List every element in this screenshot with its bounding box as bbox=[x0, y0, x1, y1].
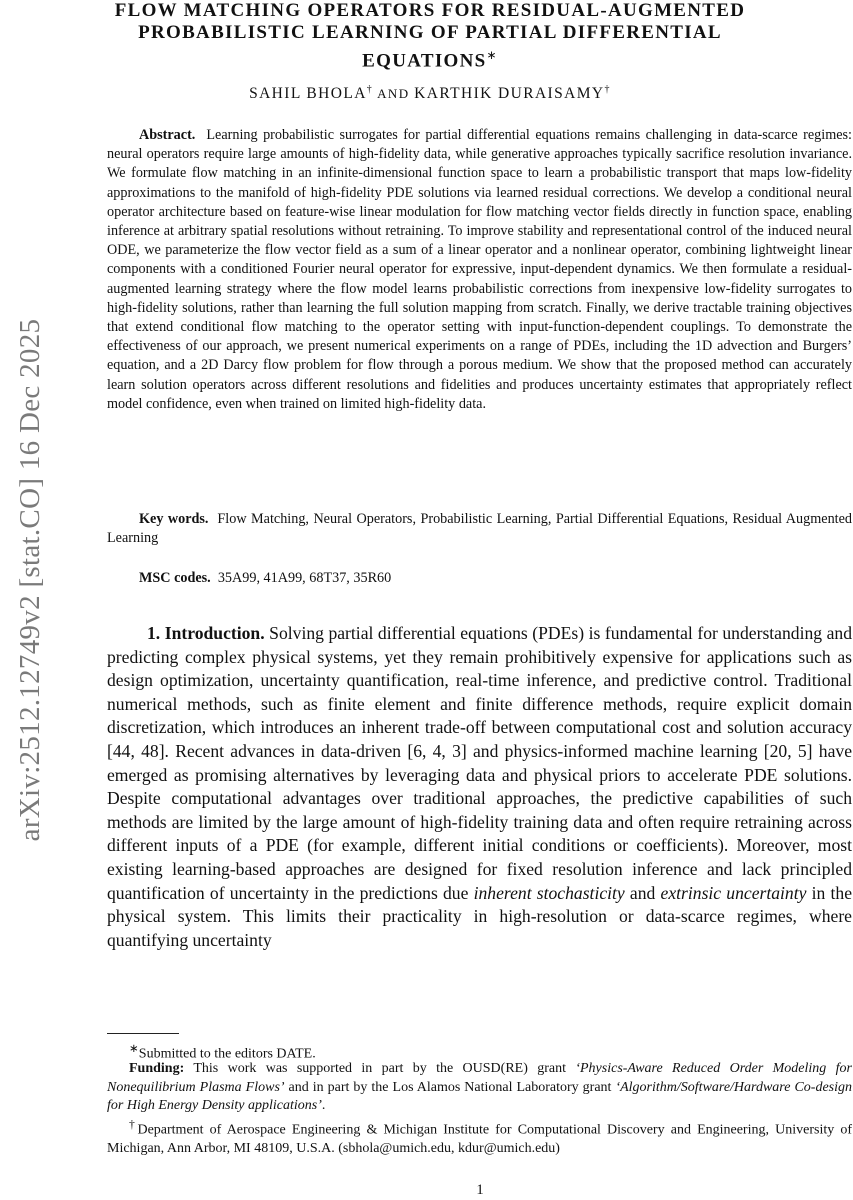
keywords bbox=[107, 510, 852, 548]
funding-text-c: . bbox=[321, 1098, 326, 1113]
footnote-rule bbox=[107, 1033, 179, 1034]
title-footnote-mark: ∗ bbox=[486, 48, 498, 62]
footnote-3-mark: † bbox=[129, 1118, 138, 1131]
intro-text-1: Solving partial differential equations (PDEs) is fundamental for understanding and predicting complex physical systems, yet they remain prohibitively expensive for applications such as design optimization, uncertainty quantification, real-time inference, and predictive control. Traditional numerical methods, such as finite element and finite difference methods, require explicit domain discretization, which introduces an inherent trade-off between computational cost and solution accuracy [44, 48]. Recent advances in data-driven [6, 4, 3] and physics-informed machine learning [20, 5] have emerged as promising alternatives by leveraging data and physical priors to accelerate PDE solutions. Despite computational advantages over traditional approaches, the predictive capabilities of such methods are limited by the large amount of high-fidelity training data and often require retraining across different inputs of a PDE (for example, different initial conditions or coefficients). Moreover, most existing learning-based approaches are designed for fixed resolution inference and lack principled quantification of uncertainty in the predictions due bbox=[107, 623, 852, 903]
keywords-label: Key words. bbox=[139, 511, 209, 527]
intro-text-2: in the physical system. This limits their practicality in high-resolution or data-scarce regimes, where quantifying uncertainty bbox=[107, 882, 852, 950]
page-number: 1 bbox=[476, 1182, 484, 1198]
author-1: SAHIL BHOLA bbox=[249, 85, 367, 103]
intro-emph-2: extrinsic uncertainty bbox=[660, 882, 807, 903]
author-2: KARTHIK DURAISAMY bbox=[414, 85, 605, 103]
title-text: FLOW MATCHING OPERATORS FOR RESIDUAL-AUGMENTED PROBABILISTIC LEARNING OF PARTIAL DIFFERENTIAL EQUATIONS bbox=[114, 0, 746, 72]
funding-text-a: This work was supported in part by the OUSD(RE) grant bbox=[184, 1061, 576, 1076]
footnote-1-mark: ∗ bbox=[129, 1042, 139, 1055]
author-conjunction: AND bbox=[373, 86, 415, 102]
footnote-3-text: Department of Aerospace Engineering & Michigan Institute for Computational Discovery and Engineering, University of Michigan, Ann Arbor, MI 48109, U.S.A. (sbhola@umich.edu, kdur@umich.edu) bbox=[107, 1122, 853, 1157]
msc-text: 35A99, 41A99, 68T37, 35R60 bbox=[217, 570, 392, 586]
introduction-section bbox=[107, 622, 852, 952]
abstract-label: Abstract. bbox=[139, 127, 196, 143]
funding-label: Funding: bbox=[129, 1061, 185, 1076]
author-1-mark: † bbox=[366, 84, 374, 95]
section-heading: 1. Introduction. bbox=[147, 623, 265, 643]
funding-grant-2: ‘Algorithm/Software/Hardware Co-design for High Energy Density applications’ bbox=[107, 1079, 853, 1113]
keywords-text: Flow Matching, Neural Operators, Probabilistic Learning, Partial Differential Equations, Residual Augmented Learning bbox=[107, 511, 853, 547]
msc-label: MSC codes. bbox=[139, 570, 211, 586]
intro-emph-1: inherent stochasticity bbox=[473, 882, 625, 903]
msc-codes bbox=[107, 569, 852, 588]
author-line bbox=[110, 84, 750, 103]
intro-text-mid: and bbox=[624, 882, 661, 903]
footnote-affiliation bbox=[107, 1116, 852, 1159]
abstract bbox=[107, 126, 852, 414]
funding-grant-1: ‘Physics-Aware Reduced Order Modeling for Nonequilibrium Plasma Flows’ bbox=[107, 1061, 852, 1095]
author-2-mark: † bbox=[604, 84, 611, 95]
arxiv-watermark: arXiv:2512.12749v2 [stat.CO] 16 Dec 2025 bbox=[14, 318, 46, 842]
abstract-text: Learning probabilistic surrogates for partial differential equations remains challenging in data-scarce regimes: neural operators require large amounts of high-fidelity data, while generative approaches typically sacrifice resolution invariance. We formulate flow matching in an infinite-dimensional function space to learn a probabilistic transport that maps low-fidelity approximations to the manifold of high-fidelity PDE solutions via learned residual corrections. We develop a conditional neural operator architecture based on feature-wise linear modulation for flow matching vector fields directly in function space, enabling inference at arbitrary spatial resolutions without retraining. To improve stability and representational control of the induced neural ODE, we parameterize the flow vector field as a sum of a linear operator and a nonlinear operator, combining lightweight linear components with a conditioned Fourier neural operator for expressive, input-dependent dynamics. We then formulate a residual-augmented learning strategy where the flow model learns probabilistic corrections from inexpensive low-fidelity surrogates to high-fidelity solutions, rather than learning the full solution mapping from scratch. Finally, we derive tractable training objectives that extend conditional flow matching to the operator setting with input-function-dependent couplings. To demonstrate the effectiveness of our approach, we present numerical experiments on a range of PDEs, including the 1D advection and Burgers’ equation, and a 2D Darcy flow problem for flow through a porous medium. We show that the proposed method can accurately learn solution operators across different resolutions and fidelities and produces uncertainty estimates that appropriately reflect model confidence, even when trained on limited high-fidelity data. bbox=[107, 127, 853, 412]
footnote-funding bbox=[107, 1060, 852, 1116]
paper-title bbox=[110, 0, 750, 72]
footnote-1-text: Submitted to the editors DATE. bbox=[138, 1046, 316, 1062]
funding-text-b: and in part by the Los Alamos National Laboratory grant bbox=[284, 1079, 616, 1095]
